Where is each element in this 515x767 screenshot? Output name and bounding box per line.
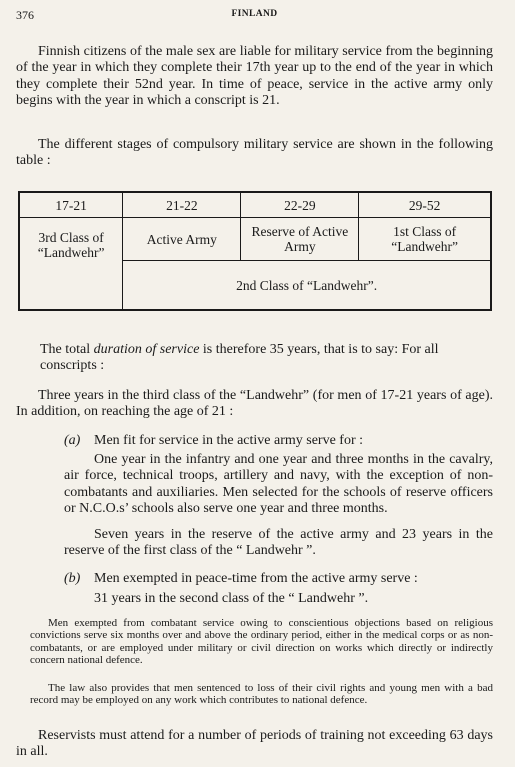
clause-a-paragraph-1: One year in the infantry and one year and three months in the cavalry, air force, technical troops, artillery and navy, with the exception of non-combatants and auxiliaries. Men selected for the schools of reserve officers or N.C.O.s’ schools also serve one year and three months. — [64, 452, 493, 517]
three-years-paragraph: Three years in the third class of the “Landwehr” (for men of 17-21 years of age). In addition, on reaching the age of 21 : — [16, 388, 493, 420]
clause-b-label: (b) — [64, 571, 81, 586]
page-number: 376 — [16, 8, 34, 22]
header-cell: 22-29 — [241, 192, 359, 218]
total-duration-paragraph — [40, 342, 493, 375]
page-header — [16, 8, 493, 24]
total-text-before: The total — [40, 342, 94, 357]
running-title: FINLAND — [231, 9, 278, 19]
clause-b-text: Men exempted in peace-time from the active army serve : — [94, 571, 418, 586]
table-cell: 3rd Class of “Landwehr” — [19, 218, 123, 311]
service-stages-table — [18, 191, 492, 311]
total-emphasis: duration of service — [93, 342, 200, 357]
intro-paragraph: Finnish citizens of the male sex are liable for military service from the beginning of the year in which they complete their 17th year up to the end of the year in which they complete their 52nd year. In time of peace, service in the active army only begins with the year in which a conscript is 21. — [16, 44, 493, 109]
clause-b-paragraph-1: 31 years in the second class of the “ Landwehr ”. — [94, 591, 369, 606]
table-header-row — [19, 192, 491, 218]
total-text-after: is therefore 35 years, that is to say: For all conscripts : — [40, 342, 439, 374]
table-cell: 1st Class of “Landwehr” — [359, 218, 491, 261]
table-intro-paragraph: The different stages of compulsory military service are shown in the following table : — [16, 137, 493, 169]
footnote-conscientious-objectors: Men exempted from combatant service owing to conscientious objections based on religious convictions serve six months over and above the ordinary period, either in the medical corps or as non-combatants, or are employed under military or civil direction on works which directly or indirectly concern national defence. — [30, 617, 493, 667]
clause-b — [64, 571, 493, 587]
header-cell: 21-22 — [123, 192, 241, 218]
header-cell: 17-21 — [19, 192, 123, 218]
reservists-paragraph: Reservists must attend for a number of periods of training not exceeding 63 days in all. — [16, 728, 493, 760]
table-cell: Reserve of Active Army — [241, 218, 359, 261]
clause-a-label: (a) — [64, 433, 81, 448]
clause-a — [64, 433, 493, 449]
footnote-civil-rights: The law also provides that men sentenced to loss of their civil rights and young men with a bad record may be employed on any work which contributes to national defence. — [30, 682, 493, 707]
table-row — [19, 218, 491, 261]
clause-a-text: Men fit for service in the active army serve for : — [94, 433, 364, 448]
table-cell: Active Army — [123, 218, 241, 261]
header-cell: 29-52 — [359, 192, 491, 218]
table-cell: 2nd Class of “Landwehr”. — [123, 261, 491, 311]
clause-a-paragraph-2: Seven years in the reserve of the active army and 23 years in the reserve of the first class of the “ Landwehr ”. — [64, 527, 493, 559]
